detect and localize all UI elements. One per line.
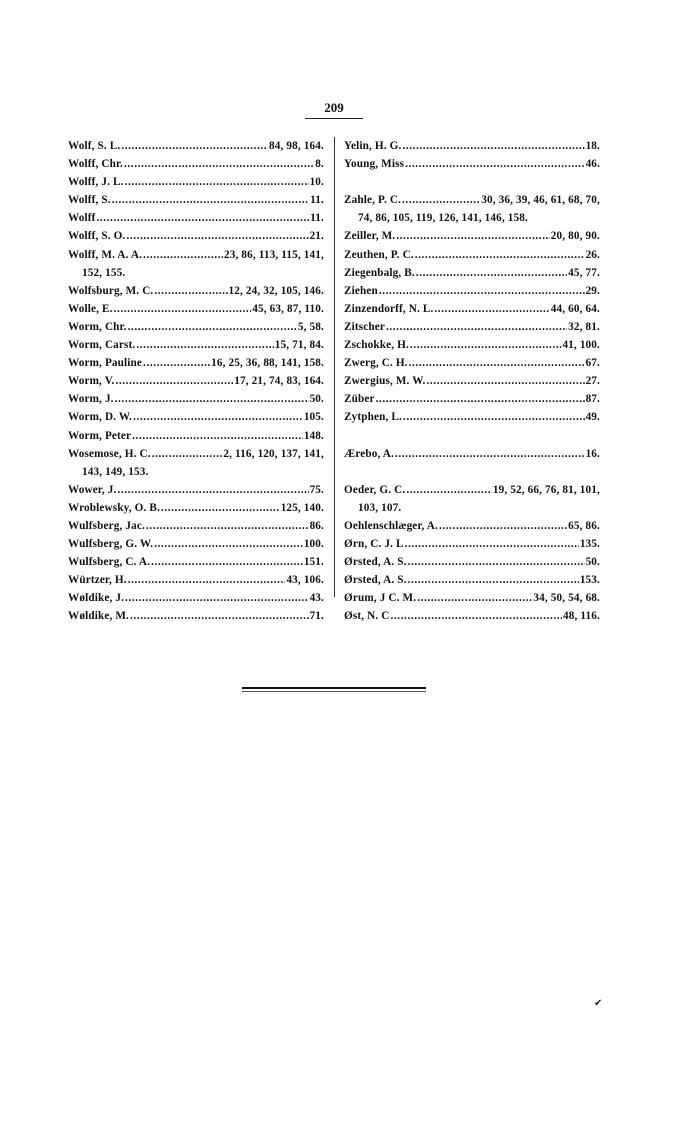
dot-leader — [143, 354, 210, 372]
entry-name: Zeuthen, P. C. — [344, 248, 414, 261]
entry-name: Worm, Pauline — [68, 357, 143, 370]
entry-name: Worm, Peter — [68, 429, 132, 442]
entry-name: Wolff, S. — [68, 194, 111, 207]
entry-pages: 67. — [585, 357, 600, 370]
entry-pages: 29. — [585, 284, 600, 297]
index-entry — [68, 282, 324, 300]
dot-leader — [132, 427, 303, 445]
entry-name: Oeder, G. C. — [344, 483, 406, 496]
dot-leader — [112, 191, 309, 209]
index-entry — [68, 408, 324, 426]
entry-pages: 43. — [309, 592, 324, 605]
entry-pages: 44, 60, 64. — [550, 302, 600, 315]
dot-leader — [121, 137, 268, 155]
dot-leader — [151, 553, 303, 571]
entry-pages: 8. — [315, 158, 324, 171]
entry-name: Wulfsberg, G. W. — [68, 538, 154, 551]
dot-leader — [409, 354, 585, 372]
index-entry — [344, 137, 600, 155]
index-entry — [344, 517, 600, 535]
index-entry — [344, 155, 600, 173]
entry-pages: 125, 140. — [280, 501, 324, 514]
entry-pages: 34, 50, 54, 68. — [533, 592, 600, 605]
dot-leader — [124, 155, 314, 173]
end-rule-thin — [242, 691, 426, 692]
entry-pages: 86. — [309, 519, 324, 532]
entry-name: Worm, J. — [68, 393, 114, 406]
entry-pages-continued: 103, 107. — [358, 501, 402, 514]
entry-pages: 153. — [579, 574, 600, 587]
index-entry — [68, 589, 324, 607]
entry-name: Ørsted, A. S. — [344, 556, 407, 569]
entry-pages: 105. — [303, 411, 324, 424]
entry-pages: 11. — [310, 212, 324, 225]
dot-leader — [96, 209, 309, 227]
entry-pages: 30, 36, 39, 46, 61, 68, 70, — [481, 194, 600, 207]
entry-name: Øst, N. C — [344, 610, 390, 623]
entry-pages: 50. — [309, 393, 324, 406]
entry-pages: 32, 81. — [568, 320, 600, 333]
dot-leader — [117, 481, 308, 499]
entry-pages-continued: 152, 155. — [82, 266, 126, 279]
dot-leader — [439, 517, 567, 535]
entry-pages: 12, 24, 32, 105, 146. — [228, 284, 324, 297]
check-mark-icon: ✔ — [594, 998, 603, 1009]
entry-pages: 18. — [585, 140, 600, 152]
entry-name: Worm, D. W. — [68, 411, 133, 424]
entry-pages: 135. — [579, 538, 600, 551]
dot-leader — [434, 300, 549, 318]
entry-name: Wolfsburg, M. C. — [68, 284, 154, 297]
dot-leader — [415, 246, 585, 264]
dot-leader — [408, 571, 579, 589]
entry-name: Zwergius, M. W. — [344, 375, 426, 388]
entry-name: Oehlenschlæger, A. — [344, 519, 438, 532]
index-column-left — [68, 137, 324, 626]
dot-leader — [143, 246, 223, 264]
index-entry — [68, 571, 324, 589]
index-entry — [68, 553, 324, 571]
index-entry — [344, 282, 600, 300]
dot-leader — [136, 336, 273, 354]
dot-leader — [161, 499, 280, 517]
dot-leader — [126, 227, 308, 245]
dot-leader — [130, 607, 309, 625]
entry-pages: 15, 71, 84. — [274, 339, 324, 352]
index-entry — [344, 372, 600, 390]
entry-pages: 2, 116, 120, 137, 141, — [223, 447, 324, 460]
index-entry — [344, 589, 600, 607]
entry-name: Ørum, J C. M. — [344, 592, 417, 605]
dot-leader — [416, 264, 567, 282]
entry-pages: 45, 77. — [568, 266, 600, 279]
index-entry — [344, 191, 600, 227]
index-entry — [68, 227, 324, 245]
entry-name: Zschokke, H. — [344, 339, 409, 352]
dot-leader — [395, 445, 585, 463]
index-entry — [68, 481, 324, 499]
index-entry — [68, 535, 324, 553]
entry-name: Wower, J. — [68, 483, 117, 496]
dot-leader — [125, 589, 309, 607]
index-entry — [344, 354, 600, 372]
dot-leader — [114, 300, 252, 318]
index-entry — [68, 191, 324, 209]
entry-name: Wolle, E. — [68, 302, 113, 315]
entry-name: Wroblewsky, O. B. — [68, 501, 160, 514]
index-entry — [68, 336, 324, 354]
entry-pages: 45, 63, 87, 110. — [252, 302, 324, 315]
index-entry — [344, 390, 600, 408]
dot-leader — [376, 390, 585, 408]
entry-pages: 11. — [310, 194, 324, 207]
entry-name: Ørn, C. J. L — [344, 538, 404, 551]
entry-pages: 50. — [585, 556, 600, 569]
entry-pages: 84, 98, 164. — [269, 140, 324, 152]
entry-name: Zytphen, L. — [344, 411, 402, 424]
dot-leader — [154, 535, 303, 553]
index-entry — [68, 390, 324, 408]
index-entry — [68, 173, 324, 191]
index-entry — [68, 499, 324, 517]
dot-leader — [402, 191, 480, 209]
entry-name: Zitscher — [344, 320, 385, 333]
entry-pages: 21. — [309, 230, 324, 243]
entry-name: Wolff, Chr. — [68, 158, 124, 171]
entry-name: Zinzendorff, N. L. — [344, 302, 434, 315]
entry-name: Wolff — [68, 212, 96, 225]
entry-pages: 100. — [303, 538, 324, 551]
index-entry — [68, 427, 324, 445]
index-entry — [68, 607, 324, 625]
index-entry — [344, 227, 600, 245]
entry-name: Ziehen — [344, 284, 378, 297]
entry-name: Wøldike, J. — [68, 592, 125, 605]
entry-name: Zahle, P. C. — [344, 194, 402, 207]
dot-leader — [427, 372, 585, 390]
entry-name: Wosemose, H. C. — [68, 447, 151, 460]
index-entry — [344, 445, 600, 463]
entry-pages: 43, 106. — [286, 574, 324, 587]
entry-name: Wøldike, M. — [68, 610, 130, 623]
dot-leader — [152, 445, 223, 463]
dot-leader — [128, 318, 297, 336]
index-entry — [68, 445, 324, 481]
dot-leader — [396, 227, 550, 245]
entry-pages: 20, 80, 90. — [550, 230, 600, 243]
entry-pages: 5, 58. — [297, 320, 324, 333]
entry-name: Worm, V. — [68, 375, 115, 388]
entry-name: Ærebo, A. — [344, 447, 394, 460]
entry-name: Worm, Chr. — [68, 320, 127, 333]
dot-leader — [115, 390, 309, 408]
end-rule — [242, 687, 426, 689]
index-entry — [344, 246, 600, 264]
entry-pages: 41, 100. — [562, 339, 600, 352]
entry-pages: 65, 86. — [568, 519, 600, 532]
index-entry — [344, 336, 600, 354]
dot-leader — [379, 282, 585, 300]
dot-leader — [406, 481, 492, 499]
entry-pages: 46. — [585, 158, 600, 171]
entry-name: Zeiller, M. — [344, 230, 396, 243]
entry-pages: 75. — [309, 483, 324, 496]
dot-leader — [125, 173, 309, 191]
dot-leader — [405, 155, 584, 173]
entry-pages-continued: 74, 86, 105, 119, 126, 141, 146, 158. — [358, 212, 528, 225]
entry-pages: 23, 86, 113, 115, 141, — [224, 248, 324, 261]
entry-spacer — [344, 173, 600, 191]
entry-name: Wolff, S. O. — [68, 230, 126, 243]
index-entry — [68, 318, 324, 336]
entry-pages: 19, 52, 66, 76, 81, 101, — [492, 483, 600, 496]
index-entry — [344, 300, 600, 318]
entry-name: Ørsted, A. S. — [344, 574, 407, 587]
entry-pages: 49. — [585, 411, 600, 424]
entry-name: Yelin, H. G. — [344, 140, 402, 152]
entry-pages: 26. — [585, 248, 600, 261]
index-entry — [344, 571, 600, 589]
dot-leader — [403, 408, 585, 426]
dot-leader — [405, 535, 579, 553]
entry-pages: 71. — [309, 610, 324, 623]
entry-name: Worm, Carst. — [68, 339, 136, 352]
index-entry — [68, 246, 324, 282]
entry-pages: 27. — [585, 375, 600, 388]
entry-pages: 10. — [309, 176, 324, 189]
dot-leader — [128, 571, 286, 589]
entry-spacer — [344, 427, 600, 445]
index-entry — [68, 209, 324, 227]
index-column-right — [344, 137, 600, 626]
index-entry — [68, 372, 324, 390]
dot-leader — [402, 137, 584, 155]
index-entry — [344, 535, 600, 553]
entry-name: Young, Miss — [344, 158, 405, 171]
dot-leader — [154, 282, 227, 300]
dot-leader — [386, 318, 567, 336]
entry-pages: 87. — [585, 393, 600, 406]
index-entry — [68, 300, 324, 318]
index-entry — [344, 264, 600, 282]
column-divider — [334, 137, 335, 597]
entry-pages: 151. — [303, 556, 324, 569]
index-entry — [68, 354, 324, 372]
dot-leader — [133, 408, 303, 426]
page-number: 209 — [324, 100, 344, 115]
index-entry — [344, 318, 600, 336]
entry-name: Wolff, M. A. A. — [68, 248, 143, 261]
dot-leader — [115, 372, 233, 390]
page-number-rule — [305, 118, 363, 119]
entry-pages: 48, 116. — [563, 610, 600, 623]
entry-pages: 148. — [303, 429, 324, 442]
dot-leader — [417, 589, 532, 607]
index-entry — [344, 553, 600, 571]
entry-name: Würtzer, H. — [68, 574, 127, 587]
entry-name: Wolf, S. L. — [68, 140, 121, 152]
dot-leader — [410, 336, 562, 354]
entry-name: Wolff, J. L. — [68, 176, 124, 189]
dot-leader — [408, 553, 585, 571]
dot-leader — [390, 607, 562, 625]
index-entry — [344, 408, 600, 426]
entry-name: Wulfsberg, Jac. — [68, 519, 145, 532]
index-entry — [344, 481, 600, 517]
index-entry — [344, 607, 600, 625]
entry-pages: 17, 21, 74, 83, 164. — [234, 375, 324, 388]
entry-name: Zwerg, C. H. — [344, 357, 408, 370]
entry-pages-continued: 143, 149, 153. — [82, 465, 149, 478]
entry-name: Wulfsberg, C. A. — [68, 556, 151, 569]
entry-name: Züber — [344, 393, 375, 406]
dot-leader — [146, 517, 309, 535]
entry-spacer — [344, 463, 600, 481]
entry-name: Ziegenbalg, B. — [344, 266, 415, 279]
index-entry — [68, 517, 324, 535]
entry-pages: 16. — [585, 447, 600, 460]
index-entry — [68, 137, 324, 155]
index-entry — [68, 155, 324, 173]
entry-pages: 16, 25, 36, 88, 141, 158. — [211, 357, 324, 370]
